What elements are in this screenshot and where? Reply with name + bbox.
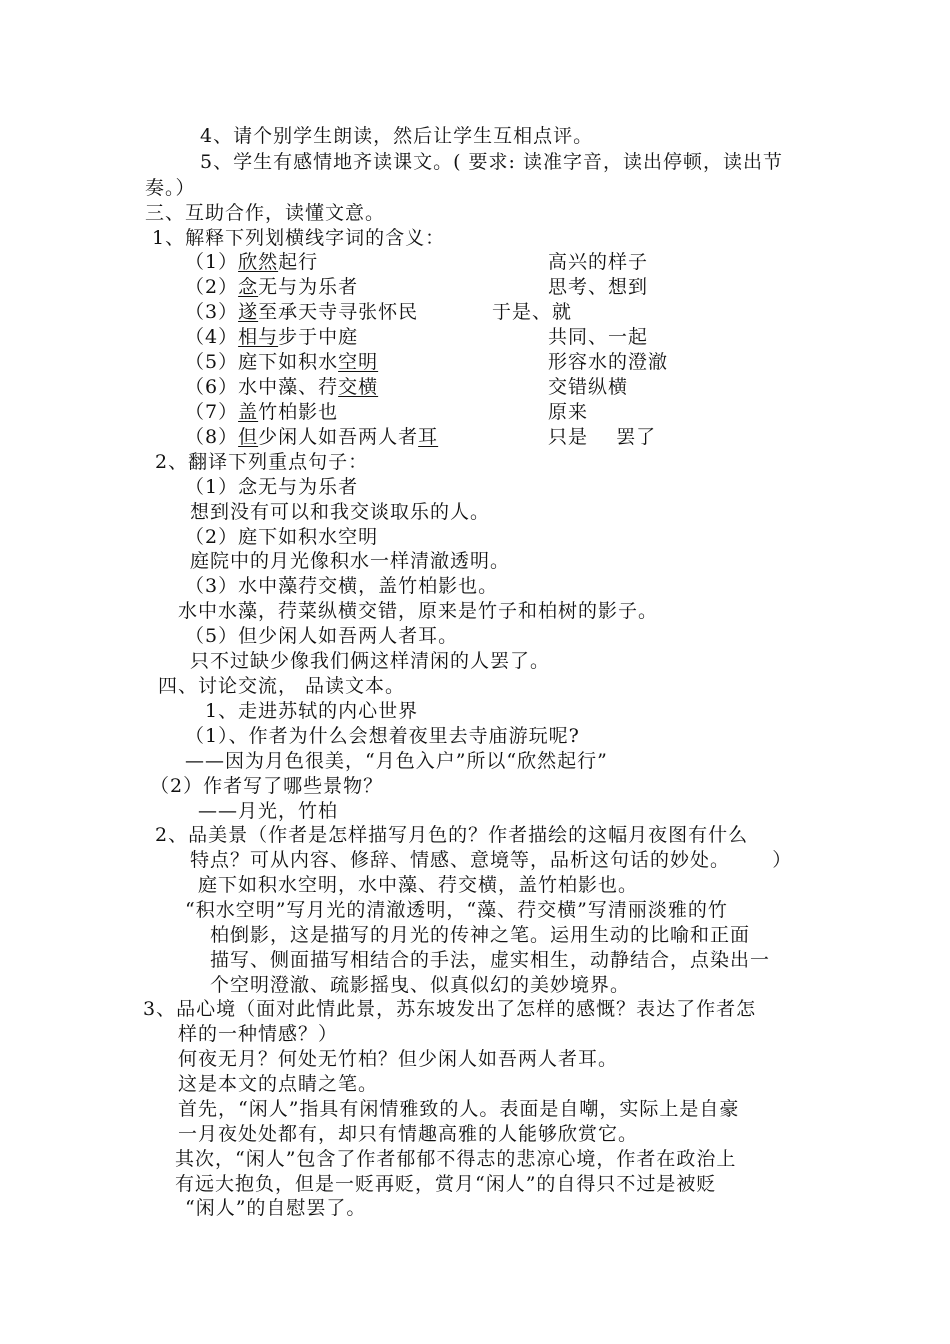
- vocab-meaning: 高兴的样子: [548, 251, 649, 273]
- vocab-meaning: 交错纵横: [548, 376, 629, 398]
- translate-answer: 水中水藻，荇菜纵横交错，原来是竹子和柏树的影子。: [178, 600, 659, 622]
- vocab-row: （4）相与步于中庭: [185, 326, 359, 348]
- part-2-quote: 庭下如积水空明，水中藻、荇交横，盖竹柏影也。: [198, 874, 639, 896]
- part-3-question: 3、品心境（面对此情此景，苏东坡发出了怎样的感慨？表达了作者怎: [143, 998, 757, 1020]
- section-4-heading: 四、讨论交流， 品读文本。: [158, 675, 406, 697]
- vocab-row: （2）念无与为乐者: [185, 276, 359, 298]
- vocab-meaning: 形容水的澄澈: [548, 351, 669, 373]
- step-5-text: 5、学生有感情地齐读课文。( 要求: 读准字音，读出停顿，读出节: [200, 151, 783, 173]
- translate-answer: 庭院中的月光像积水一样清澈透明。: [190, 550, 511, 572]
- section-3-heading: 三、互助合作，读懂文意。: [145, 202, 386, 224]
- vocab-meaning: 原来: [548, 401, 589, 423]
- vocab-meaning: 共同、一起: [548, 326, 649, 348]
- translate-question-title: 2、翻译下列重点句子：: [155, 451, 369, 473]
- part-1-title: 1、走进苏轼的内心世界: [205, 700, 419, 722]
- translate-answer: 想到没有可以和我交谈取乐的人。: [190, 501, 491, 523]
- vocab-question-title: 1、解释下列划横线字词的含义：: [152, 227, 446, 249]
- part-3-first: 首先，“闲人”指具有闲情雅致的人。表面是自嘲，实际上是自豪: [178, 1098, 740, 1120]
- translate-answer: 只不过缺少像我们俩这样清闲的人罢了。: [190, 650, 551, 672]
- translate-source: （3）水中藻荇交横，盖竹柏影也。: [185, 575, 499, 597]
- part-2-analysis: 柏倒影，这是描写的月光的传神之笔。运用生动的比喻和正面: [210, 924, 751, 946]
- vocab-row: （6）水中藻、荇交横: [185, 376, 379, 398]
- translate-source: （5）但少闲人如吾两人者耳。: [185, 625, 459, 647]
- translate-source: （1）念无与为乐者: [185, 476, 359, 498]
- part-3-second-cont: 有远大抱负，但是一贬再贬，赏月“闲人”的自得只不过是被贬: [175, 1173, 717, 1195]
- translate-source: （2）庭下如积水空明: [185, 526, 379, 548]
- part-3-key-point: 这是本文的点睛之笔。: [178, 1073, 379, 1095]
- part-1-question-2: （2）作者写了哪些景物？: [150, 775, 384, 797]
- part-2-question: 2、品美景（作者是怎样描写月色的？作者描绘的这幅月夜图有什么: [155, 824, 749, 846]
- part-2-analysis: “积水空明”写月光的清澈透明，“藻、荇交横”写清丽淡雅的竹: [185, 899, 728, 921]
- part-3-question-cont: 样的一种情感？）: [178, 1023, 339, 1045]
- part-1-answer-1: ——因为月色很美，“月色入户”所以“欣然起行”: [185, 750, 608, 772]
- part-2-analysis: 描写、侧面描写相结合的手法，虚实相生，动静结合，点染出一: [210, 949, 771, 971]
- part-3-quote: 何夜无月？何处无竹柏？但少闲人如吾两人者耳。: [178, 1048, 619, 1070]
- vocab-meaning: 思考、想到: [548, 276, 649, 298]
- vocab-row: （7）盖竹柏影也: [185, 401, 339, 423]
- vocab-row: （5）庭下如积水空明: [185, 351, 379, 373]
- vocab-meaning: 于是、就: [492, 301, 573, 323]
- step-5-text-cont: 奏。）: [145, 177, 196, 199]
- step-4-text: 4、请个别学生朗读，然后让学生互相点评。: [200, 125, 594, 147]
- part-2-question-cont: 特点？可从内容、修辞、情感、意境等，品析这句话的妙处。 ）: [190, 849, 793, 871]
- part-1-question-1: （1）、作者为什么会想着夜里去寺庙游玩呢?: [185, 725, 580, 747]
- part-3-first-cont: 一月夜处处都有，却只有情趣高雅的人能够欣赏它。: [178, 1123, 639, 1145]
- vocab-row: （8）但少闲人如吾两人者耳: [185, 426, 439, 448]
- vocab-meaning: 只是 罢了: [548, 426, 657, 448]
- part-3-second-end: “闲人”的自慰罢了。: [185, 1197, 367, 1219]
- vocab-row: （3）遂至承天寺寻张怀民: [185, 301, 419, 323]
- vocab-row: （1）欣然起行: [185, 251, 319, 273]
- part-2-analysis: 个空明澄澈、疏影摇曳、似真似幻的美妙境界。: [210, 974, 631, 996]
- part-1-answer-2: ——月光，竹柏: [198, 800, 339, 822]
- part-3-second: 其次，“闲人”包含了作者郁郁不得志的悲凉心境，作者在政治上: [175, 1148, 737, 1170]
